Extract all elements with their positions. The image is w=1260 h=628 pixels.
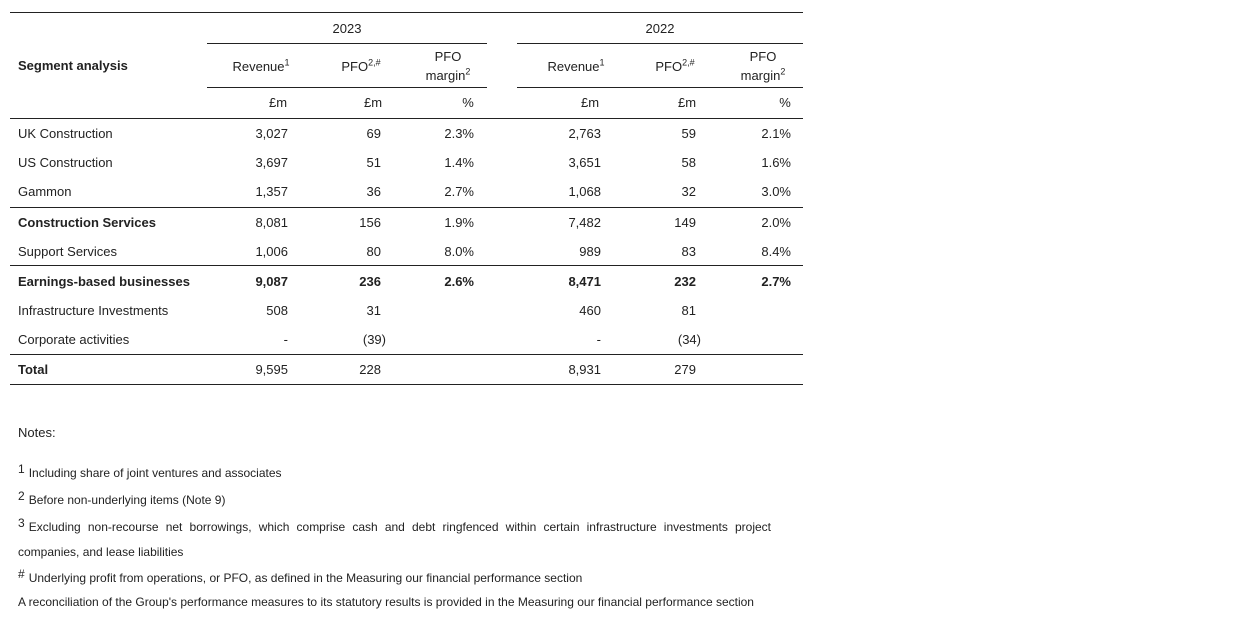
col-margin-2023 (418, 47, 478, 85)
cell-revenue-2023: 3,697 (255, 155, 288, 170)
gammon-rule (10, 207, 803, 208)
table-top-rule (10, 12, 803, 13)
col-margin-sup: 2 (780, 66, 786, 77)
cell-revenue-2022: 7,482 (568, 215, 601, 230)
col-margin-line2 (418, 66, 478, 85)
col-revenue-2022 (536, 57, 616, 76)
row-label: Construction Services (18, 215, 156, 230)
note-text: Including share of joint ventures and associates (28, 466, 282, 480)
cell-revenue-2022: 8,931 (568, 362, 601, 377)
note-text: Before non-underlying items (Note 9) (28, 493, 226, 507)
cell-pfo-2023: 156 (359, 215, 381, 230)
table-row (0, 184, 810, 204)
cell-revenue-2023: 3,027 (255, 126, 288, 141)
col-pfo-label: PFO (341, 59, 369, 74)
cell-revenue-2023: 1,357 (255, 184, 288, 199)
cell-revenue-2023: 9,087 (255, 274, 288, 289)
cell-margin-2023: 2.7% (444, 184, 474, 199)
unit-margin-2022: % (779, 95, 791, 110)
cell-margin-2023: 8.0% (444, 244, 474, 259)
col-pfo-2022 (645, 57, 705, 76)
col-margin-line2 (733, 66, 793, 85)
cell-margin-2023: 1.9% (444, 215, 474, 230)
col-margin-sup: 2 (465, 66, 471, 77)
row-label: Earnings-based businesses (18, 274, 190, 289)
year-2023-rule (207, 43, 487, 44)
note-continuation: companies, and lease liabilities (18, 545, 184, 559)
row-label: US Construction (18, 155, 113, 170)
cell-revenue-2023: 8,081 (255, 215, 288, 230)
segment-analysis-heading: Segment analysis (18, 58, 128, 73)
table-row (0, 303, 810, 323)
cell-pfo-2022: 149 (674, 215, 696, 230)
col-pfo-2023 (331, 57, 391, 76)
col-margin-2022 (733, 47, 793, 85)
col-margin-label: margin (740, 68, 781, 83)
cell-pfo-2023: 69 (366, 126, 381, 141)
note-mark: # (18, 567, 25, 581)
cell-margin-2023: 2.3% (444, 126, 474, 141)
year-2022: 2022 (645, 21, 675, 36)
cell-revenue-2023: 1,006 (255, 244, 288, 259)
col-revenue-sup: 1 (599, 57, 605, 68)
row-label: Total (18, 362, 49, 377)
cell-margin-2022: 8.4% (761, 244, 791, 259)
cell-pfo-2022: 32 (681, 184, 696, 199)
cell-pfo-2023: 80 (366, 244, 381, 259)
cell-revenue-2022: 2,763 (568, 126, 601, 141)
col-margin-line1: PFO (434, 49, 462, 64)
cell-pfo-2023: 228 (359, 362, 381, 377)
note-item (18, 567, 582, 585)
cell-margin-2022: 3.0% (761, 184, 791, 199)
year-2023: 2023 (332, 21, 362, 36)
units-2023-rule (207, 87, 487, 88)
cell-revenue-2022: 989 (579, 244, 601, 259)
units-2022-rule (517, 87, 803, 88)
unit-revenue-2022: £m (580, 95, 600, 110)
notes-footer: A reconciliation of the Group's performance measures to its statutory results is provided in the Measuring our financial performance section (18, 595, 754, 609)
table-row (0, 155, 810, 175)
table-row (0, 244, 810, 264)
notes-title: Notes: (18, 425, 56, 440)
cell-revenue-2023: 9,595 (255, 362, 288, 377)
table-row (0, 362, 810, 382)
col-revenue-sup: 1 (284, 57, 290, 68)
col-margin-label: margin (425, 68, 466, 83)
cell-pfo-2023: 236 (359, 274, 381, 289)
table-bottom-rule (10, 384, 803, 385)
year-2022-rule (517, 43, 803, 44)
cell-margin-2022: 2.0% (761, 215, 791, 230)
unit-pfo-2022: £m (677, 95, 697, 110)
table-row (0, 332, 810, 352)
table-row (0, 215, 810, 235)
unit-margin-2023: % (462, 95, 474, 110)
support-rule (10, 265, 803, 266)
unit-pfo-2023: £m (363, 95, 383, 110)
row-label: Support Services (18, 244, 117, 259)
cell-revenue-2022: 460 (579, 303, 601, 318)
note-item (18, 489, 225, 507)
cell-pfo-2023: 51 (366, 155, 381, 170)
unit-revenue-2023: £m (268, 95, 288, 110)
col-revenue-label: Revenue (547, 59, 600, 74)
col-pfo-sup: 2,# (368, 57, 381, 68)
header-bottom-rule (10, 118, 803, 119)
cell-pfo-2023: (39) (362, 332, 386, 347)
row-label: Infrastructure Investments (18, 303, 169, 318)
cell-margin-2023: 1.4% (444, 155, 474, 170)
col-margin-line1: PFO (749, 49, 777, 64)
note-text: Excluding non-recourse net borrowings, which comprise cash and debt ringfenced within certain infrastructure investments project (28, 520, 771, 534)
cell-pfo-2022: 81 (681, 303, 696, 318)
note-mark: 1 (18, 462, 25, 476)
row-label: Gammon (18, 184, 72, 199)
cell-pfo-2022: (34) (677, 332, 701, 347)
table-row (0, 126, 810, 146)
note-text: Underlying profit from operations, or PFO, as defined in the Measuring our financial performance section (28, 571, 583, 585)
note-item (18, 462, 282, 480)
cell-margin-2022: 2.7% (761, 274, 791, 289)
cell-pfo-2022: 58 (681, 155, 696, 170)
note-mark: 2 (18, 489, 25, 503)
cell-margin-2022: 1.6% (761, 155, 791, 170)
cell-pfo-2022: 59 (681, 126, 696, 141)
table-row (0, 274, 810, 294)
col-pfo-sup: 2,# (682, 57, 695, 68)
cell-revenue-2023: - (283, 332, 288, 347)
cell-pfo-2022: 279 (674, 362, 696, 377)
corporate-rule (10, 354, 803, 355)
note-mark: 3 (18, 516, 25, 530)
cell-pfo-2022: 232 (674, 274, 696, 289)
row-label: Corporate activities (18, 332, 130, 347)
cell-revenue-2022: 8,471 (568, 274, 601, 289)
cell-revenue-2022: 1,068 (568, 184, 601, 199)
cell-margin-2023: 2.6% (444, 274, 474, 289)
cell-revenue-2022: - (596, 332, 601, 347)
cell-pfo-2023: 36 (366, 184, 381, 199)
cell-margin-2022: 2.1% (761, 126, 791, 141)
cell-pfo-2023: 31 (366, 303, 381, 318)
cell-revenue-2022: 3,651 (568, 155, 601, 170)
note-item (18, 516, 771, 534)
cell-revenue-2023: 508 (266, 303, 288, 318)
col-pfo-label: PFO (655, 59, 683, 74)
cell-pfo-2022: 83 (681, 244, 696, 259)
col-revenue-label: Revenue (232, 59, 285, 74)
row-label: UK Construction (18, 126, 113, 141)
col-revenue-2023 (221, 57, 301, 76)
